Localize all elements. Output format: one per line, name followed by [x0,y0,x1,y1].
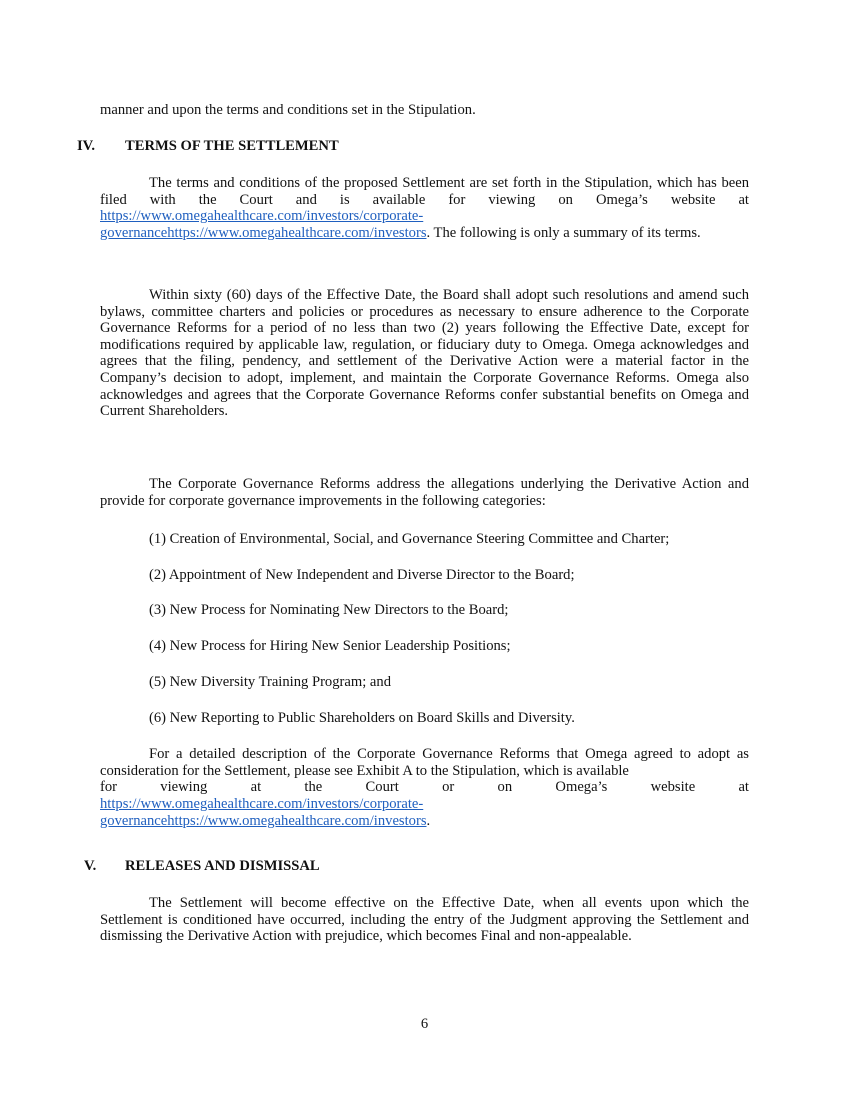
section-iv-paragraph-1 [100,175,749,241]
reform-item-6: (6) New Reporting to Public Shareholders on Board Skills and Diversity. [149,710,575,726]
reform-item-5: (5) New Diversity Training Program; and [149,674,391,690]
section-iv-paragraph-4-links [100,796,749,829]
omega-website-link-2a[interactable]: https://www.omegahealthcare.com/investors/corporate- [100,796,424,812]
section-v-number: V. [84,858,97,874]
p1-text-b: . The following is only a summary of its terms. [426,224,701,241]
section-v-title: RELEASES AND DISMISSAL [125,858,320,874]
reform-item-4: (4) New Process for Hiring New Senior Leadership Positions; [149,638,511,654]
section-iv-heading [77,138,339,155]
section-iv-paragraph-2: Within sixty (60) days of the Effective Date, the Board shall adopt such resolutions and amend such bylaws, committee charters and policies or procedures as necessary to ensure adherence to the Corporate Governance Reforms for a period of no less than two (2) years following the Effective Date, except for modifications required by applicable law, regulation, or fiduciary duty to Omega. Omega acknowledges and agrees that the filing, pendency, and settlement of the Derivative Action were a material factor in the Company’s decision to adopt, implement, and maintain the Corporate Governance Reforms. Omega also acknowledges and agrees that the Corporate Governance Reforms confer substantial benefits on Omega and Current Shareholders. [100,287,749,420]
reform-item-1: (1) Creation of Environmental, Social, and Governance Steering Committee and Charter; [149,531,670,547]
section-iv-paragraph-4: For a detailed description of the Corporate Governance Reforms that Omega agreed to adopt as consideration for the Settlement, please see Exhibit A to the Stipulation, which is available [100,746,749,779]
section-v-paragraph-1: The Settlement will become effective on the Effective Date, when all events upon which the Settlement is conditioned have occurred, including the entry of the Judgment approving the Settlement and dismissing the Derivative Action with prejudice, which becomes Final and non-appealable. [100,895,749,945]
section-iv-paragraph-3: The Corporate Governance Reforms address the allegations underlying the Derivative Action and provide for corporate governance improvements in the following categories: [100,476,749,509]
reform-item-2: (2) Appointment of New Independent and Diverse Director to the Board; [149,567,575,583]
page-number: 6 [420,1016,429,1032]
omega-website-link-1a[interactable]: https://www.omegahealthcare.com/investors/corporate- [100,208,424,225]
omega-website-link-1b[interactable]: governancehttps://www.omegahealthcare.com/investors [100,224,427,241]
p1-text-a: The terms and conditions of the proposed Settlement are set forth in the Stipulation, which has been filed with the Court and is available for viewing on Omega’s website at [100,175,749,208]
section-iv-number: IV. [77,138,95,154]
reform-item-3: (3) New Process for Nominating New Directors to the Board; [149,602,509,618]
section-v-heading [84,858,320,875]
section-iv-title: TERMS OF THE SETTLEMENT [125,138,339,154]
intro-line: manner and upon the terms and conditions set in the Stipulation. [100,102,476,118]
p4-period: . [426,812,431,829]
section-iv-paragraph-4-spread-line: for viewing at the Court or on Omega’s website at [100,779,749,795]
omega-website-link-2b[interactable]: governancehttps://www.omegahealthcare.com/investors [100,812,427,829]
